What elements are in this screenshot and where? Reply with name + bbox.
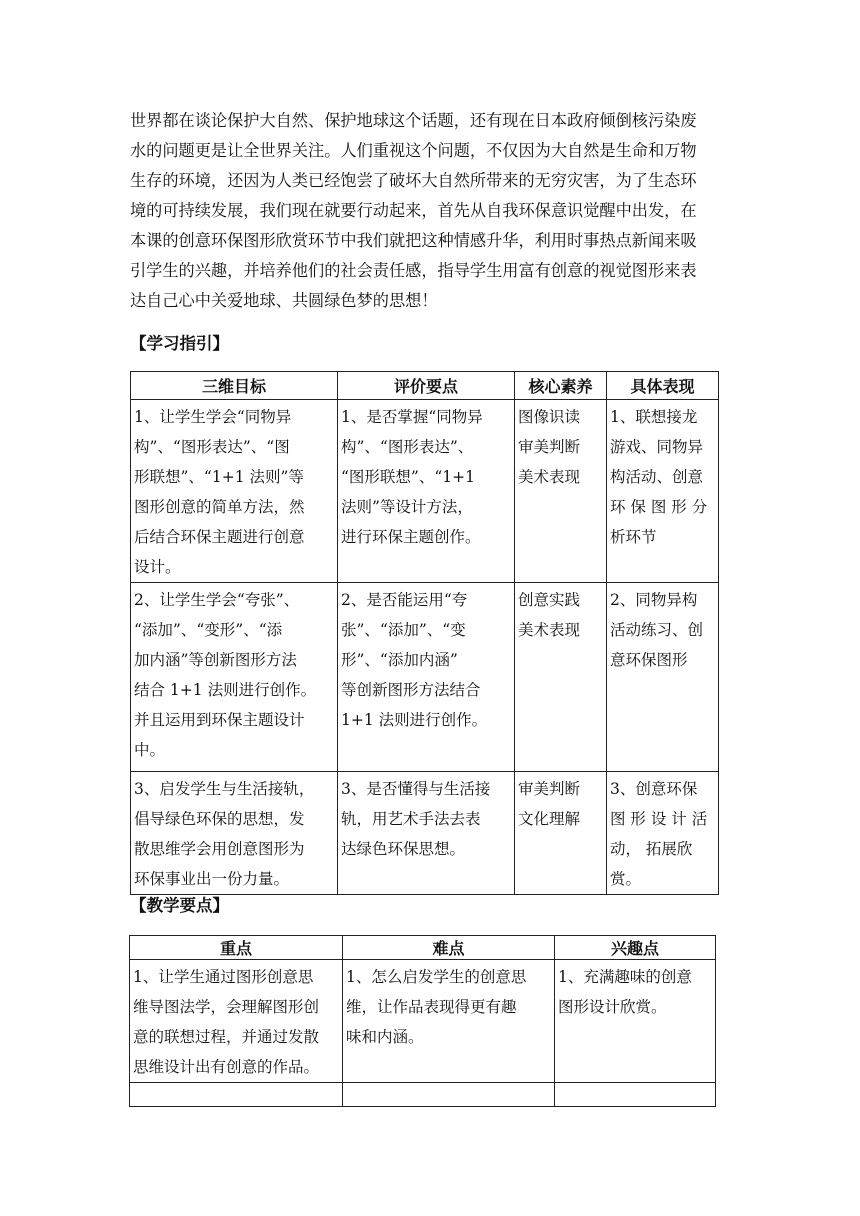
cell-text: 文化理解: [518, 810, 581, 828]
cell-text: 环保事业出一份力量。: [134, 870, 290, 888]
cell-text: 加内涵”等创新图形方法: [134, 651, 297, 669]
intro-line: 世界都在谈论保护大自然、保护地球这个话题，还有现在日本政府倾倒核污染废: [130, 111, 697, 130]
table-cell: [131, 583, 338, 772]
cell-text: 维导图法学，会理解图形创: [133, 998, 320, 1016]
cell-text: 活动练习、创: [610, 621, 704, 639]
column-header: 兴趣点: [555, 936, 716, 960]
cell-text: 1、联想接龙: [610, 408, 698, 426]
learning-guide-table: [130, 371, 719, 895]
cell-text: 构”、“图形表达”、“图: [134, 438, 290, 456]
cell-text: 游戏、同物异: [610, 438, 704, 456]
column-header: 重点: [130, 936, 343, 960]
table-cell: [343, 1083, 555, 1107]
cell-text: 2、同物异构: [610, 591, 698, 609]
table-cell: [515, 400, 607, 583]
cell-text: 3、启发学生与生活接轨，: [134, 780, 315, 798]
table-row: [131, 583, 719, 772]
cell-text: “添加”、“变形”、“添: [134, 621, 283, 639]
cell-text: 图形设计欣赏。: [558, 998, 667, 1016]
table-cell: [338, 400, 515, 583]
cell-text: 味和内涵。: [346, 1028, 424, 1046]
cell-text: 图形创意的简单方法，然: [134, 498, 305, 516]
cell-text: 意的联想过程，并通过发散: [133, 1028, 320, 1046]
table-cell: [555, 1083, 716, 1107]
table-cell: [607, 400, 719, 583]
cell-text: 2、是否能运用“夸: [341, 591, 468, 609]
intro-line: 境的可持续发展，我们现在就要行动起来，首先从自我环保意识觉醒中出发，在: [130, 201, 697, 220]
cell-text: 1、让学生学会“同物异: [134, 408, 292, 426]
column-header: 核心素养: [515, 372, 607, 400]
intro-line: 达自己心中关爱地球、共圆绿色梦的思想！: [130, 291, 438, 310]
cell-text: 结合 1+1 法则进行创作。: [134, 681, 317, 699]
cell-text: 1、是否掌握“同物异: [341, 408, 483, 426]
cell-text: 环 保 图 形 分: [610, 498, 708, 516]
intro-line: 水的问题更是让全世界关注。人们重视这个问题，不仅因为大自然是生命和万物: [130, 141, 697, 160]
cell-text: 赏。: [610, 870, 642, 888]
table-cell: [515, 583, 607, 772]
cell-text: 散思维学会用创意图形为: [134, 840, 305, 858]
section-heading-guide: 【学习指引】: [130, 334, 229, 353]
cell-text: 图像识读: [518, 408, 581, 426]
table-cell: [555, 960, 716, 1083]
cell-text: 形联想”、“1+1 法则”等: [134, 468, 304, 486]
cell-text: 轨，用艺术手法去表: [341, 810, 481, 828]
intro-line: 引学生的兴趣，并培养他们的社会责任感，指导学生用富有创意的视觉图形来表: [130, 261, 697, 280]
cell-text: 创意实践: [518, 591, 581, 609]
table-row: [131, 772, 719, 895]
cell-text: 后结合环保主题进行创意: [134, 528, 305, 546]
cell-text: 1、让学生通过图形创意思: [133, 968, 314, 986]
cell-text: 动， 拓展欣: [610, 840, 693, 858]
cell-text: 达绿色环保思想。: [341, 840, 466, 858]
table-cell: [343, 960, 555, 1083]
cell-text: 设计。: [134, 558, 181, 576]
cell-text: 等创新图形方法结合: [341, 681, 481, 699]
cell-text: 形”、“添加内涵”: [341, 651, 458, 669]
cell-text: 美术表现: [518, 468, 581, 486]
cell-text: 并且运用到环保主题设计: [134, 711, 305, 729]
table-cell: [130, 960, 343, 1083]
cell-text: 1、怎么启发学生的创意思: [346, 968, 527, 986]
column-header: 难点: [343, 936, 555, 960]
table-cell: [607, 772, 719, 895]
table-cell: [130, 1083, 343, 1107]
table-row: [131, 400, 719, 583]
intro-paragraph: [130, 106, 720, 316]
table-row: [130, 1083, 716, 1107]
cell-text: 析环节: [610, 528, 657, 546]
cell-text: 图 形 设 计 活: [610, 810, 708, 828]
cell-text: 1+1 法则进行创作。: [341, 711, 488, 729]
cell-text: 法则”等设计方法，: [341, 498, 473, 516]
section-heading-key-points: 【教学要点】: [130, 896, 229, 915]
table-cell: [338, 772, 515, 895]
table-cell: [338, 583, 515, 772]
cell-text: 1、充满趣味的创意: [558, 968, 692, 986]
table-cell: [607, 583, 719, 772]
table-row: [130, 960, 716, 1083]
column-header: 评价要点: [338, 372, 515, 400]
cell-text: 2、让学生学会“夸张”、: [134, 591, 300, 609]
cell-text: 构活动、创意: [610, 468, 704, 486]
intro-line: 生存的环境，还因为人类已经饱尝了破坏大自然所带来的无穷灾害，为了生态环: [130, 171, 697, 190]
table-cell: [515, 772, 607, 895]
cell-text: 3、是否懂得与生活接: [341, 780, 491, 798]
cell-text: 张”、“添加”、“变: [341, 621, 466, 639]
column-header: 具体表现: [607, 372, 719, 400]
cell-text: 美术表现: [518, 621, 581, 639]
cell-text: 意环保图形: [610, 651, 688, 669]
cell-text: 思维设计出有创意的作品。: [133, 1058, 320, 1076]
intro-line: 本课的创意环保图形欣赏环节中我们就把这种情感升华，利用时事热点新闻来吸: [130, 231, 697, 250]
cell-text: 倡导绿色环保的思想，发: [134, 810, 305, 828]
table-cell: [131, 772, 338, 895]
cell-text: 构”、“图形表达”、: [341, 438, 474, 456]
key-points-table: [129, 935, 716, 1107]
cell-text: “图形联想”、“1+1: [341, 468, 475, 486]
cell-text: 进行环保主题创作。: [341, 528, 481, 546]
cell-text: 审美判断: [518, 780, 581, 798]
cell-text: 维，让作品表现得更有趣: [346, 998, 517, 1016]
cell-text: 3、创意环保: [610, 780, 698, 798]
cell-text: 审美判断: [518, 438, 581, 456]
table-cell: [131, 400, 338, 583]
column-header: 三维目标: [131, 372, 338, 400]
cell-text: 中。: [134, 741, 166, 759]
